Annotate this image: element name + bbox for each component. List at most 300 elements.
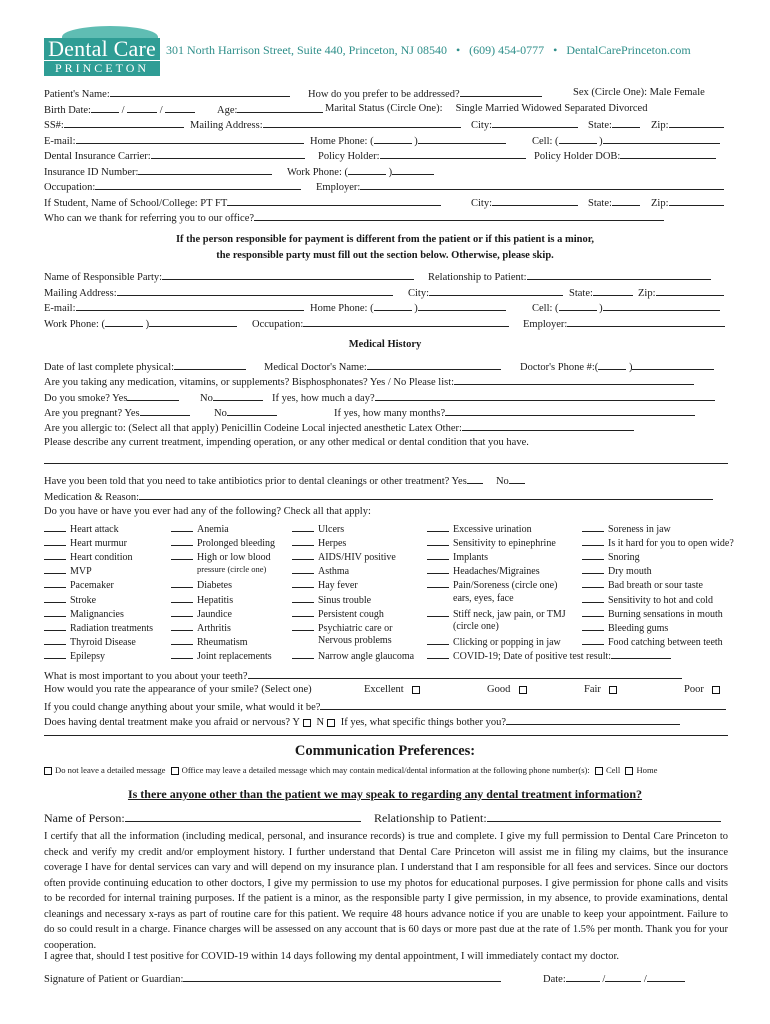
patient-name-field[interactable] [44, 87, 290, 100]
poor-checkbox[interactable] [712, 686, 720, 694]
condition-label: Hepatitis [197, 594, 234, 606]
condition-item[interactable] [427, 522, 532, 535]
condition-check-line[interactable] [582, 593, 604, 603]
condition-check-line[interactable] [292, 593, 314, 603]
label: Zip: [651, 198, 669, 209]
condition-check-line[interactable] [427, 635, 449, 645]
label: What is most important to you about your teeth? [44, 671, 248, 682]
condition-item[interactable] [582, 593, 713, 606]
conditions-prompt: Do you have or have you ever had any of the following? Check all that apply: [44, 506, 371, 517]
age-field[interactable] [217, 103, 323, 116]
condition-item[interactable] [171, 621, 231, 634]
logo-subtitle: PRINCETON [44, 61, 160, 76]
condition-item[interactable] [582, 578, 703, 591]
doctor-phone-field[interactable]: Doctor's Phone #:( ) [520, 360, 714, 373]
covid-date-line[interactable] [611, 649, 671, 659]
condition-check-line[interactable] [292, 536, 314, 546]
condition-check-line[interactable] [582, 578, 604, 588]
condition-label: ears, eyes, face [453, 592, 514, 604]
condition-item[interactable] [44, 649, 105, 662]
student-field[interactable] [44, 196, 441, 209]
condition-check-line[interactable] [292, 550, 314, 560]
medication-reason-field[interactable] [44, 490, 713, 503]
home-phone-field[interactable]: Home Phone: ( ) [310, 134, 506, 147]
address-pref-field[interactable] [308, 87, 542, 100]
condition-check-line[interactable] [44, 635, 66, 645]
logo-title: Dental Care [44, 38, 160, 60]
condition-label: Soreness in jaw [608, 524, 671, 535]
label: Home Phone: ( [310, 303, 374, 314]
last-physical-field[interactable] [44, 360, 246, 373]
condition-item[interactable] [44, 607, 124, 620]
label: Cell: ( [532, 136, 559, 147]
condition-check-line[interactable] [292, 564, 314, 574]
section-divider [44, 735, 728, 736]
condition-label: Jaundice [197, 608, 232, 620]
condition-label: Sensitivity to hot and cold [608, 594, 713, 606]
smoke-amount-field[interactable] [272, 391, 715, 404]
condition-label: MVP [70, 566, 92, 578]
communication-title: Communication Preferences: [294, 743, 476, 759]
allergies-field[interactable] [44, 421, 634, 434]
condition-check-line[interactable] [44, 578, 66, 588]
label: If Student, Name of School/College: PT FT [44, 198, 228, 209]
condition-check-line[interactable] [171, 649, 193, 659]
condition-item[interactable] [582, 621, 668, 634]
condition-item[interactable] [171, 593, 233, 606]
label: Work Phone: ( [44, 319, 105, 330]
responsible-home-phone-field[interactable]: Home Phone: ( ) [310, 301, 506, 314]
condition-label: Diabetes [197, 580, 232, 592]
smoke-no-field[interactable] [200, 391, 263, 404]
date-field[interactable]: Date: / / [543, 972, 685, 985]
email-field[interactable] [44, 134, 304, 147]
responsible-cell-field[interactable]: Cell: ( ) [532, 301, 720, 314]
condition-label: Bleeding gums [608, 622, 669, 634]
condition-label: Pain/Soreness (circle one) [453, 580, 558, 592]
condition-check-line[interactable] [171, 593, 193, 603]
condition-label: Herpes [318, 538, 347, 550]
condition-check-line[interactable] [582, 522, 604, 532]
condition-label: Heart attack [70, 524, 119, 535]
rate-excellent[interactable] [364, 684, 423, 695]
label: No [495, 476, 509, 487]
label: Medication & Reason: [44, 492, 140, 503]
separator: • [553, 43, 558, 57]
label: Zip: [651, 120, 669, 131]
smoke-field[interactable] [44, 391, 179, 404]
condition-label: High or low blood [197, 552, 271, 564]
condition-item[interactable] [292, 536, 346, 549]
condition-label: Implants [453, 552, 488, 564]
condition-label: Arthritis [197, 622, 231, 634]
student-city-field[interactable] [471, 196, 578, 209]
label: Birth Date: [44, 105, 91, 116]
condition-check-line[interactable] [427, 522, 449, 532]
label: Excellent [364, 684, 404, 695]
condition-check-line[interactable] [582, 635, 604, 645]
condition-check-line[interactable] [582, 607, 604, 617]
responsible-email-field[interactable] [44, 301, 304, 314]
label: Date: [543, 974, 566, 985]
condition-check-line[interactable] [427, 536, 449, 546]
label: Name of Responsible Party: [44, 272, 163, 283]
label: Policy Holder DOB: [534, 151, 621, 162]
birth-date-field[interactable]: Birth Date: / / [44, 103, 195, 116]
condition-check-line[interactable] [292, 649, 314, 659]
condition-label: Persistent cough [318, 608, 384, 620]
condition-item[interactable] [292, 593, 371, 606]
condition-item[interactable] [171, 522, 229, 535]
responsible-work-phone-field[interactable]: Work Phone: ( ) [44, 317, 237, 330]
ssn-field[interactable] [44, 118, 184, 131]
label: City: [408, 288, 430, 299]
label: Marital Status (Circle One): [325, 103, 443, 114]
label: Good [487, 684, 511, 695]
condition-check-line[interactable] [44, 522, 66, 532]
condition-item[interactable] [171, 578, 232, 591]
condition-check-line[interactable] [582, 550, 604, 560]
condition-check-line[interactable] [292, 607, 314, 617]
good-checkbox[interactable] [519, 686, 527, 694]
condition-item[interactable] [582, 564, 652, 577]
responsible-name-field[interactable] [44, 270, 414, 283]
condition-item[interactable] [171, 536, 275, 549]
important-field[interactable] [44, 669, 682, 682]
condition-check-line[interactable] [582, 621, 604, 631]
medication-field[interactable] [44, 375, 694, 388]
condition-check-line[interactable] [427, 607, 449, 617]
rate-good[interactable] [487, 684, 530, 695]
afraid-field[interactable] [44, 715, 680, 728]
label: Relationship to Patient: [374, 811, 487, 825]
doctor-name-field[interactable] [264, 360, 501, 373]
label: Are you pregnant? Yes [44, 408, 140, 419]
condition-label: Nervous problems [318, 634, 392, 646]
condition-item[interactable] [292, 564, 349, 577]
responsible-state-field[interactable] [569, 286, 633, 299]
condition-item[interactable] [44, 536, 127, 549]
condition-check-line[interactable] [171, 522, 193, 532]
condition-item[interactable] [171, 607, 232, 620]
employer-field[interactable] [316, 180, 724, 193]
policy-holder-field[interactable] [318, 149, 526, 162]
condition-check-line[interactable] [427, 550, 449, 560]
condition-item[interactable] [427, 550, 488, 563]
condition-label: COVID-19; Date of positive test result: [453, 650, 612, 662]
separator: • [455, 43, 461, 57]
condition-label: Stroke [70, 594, 97, 606]
condition-item[interactable] [427, 536, 556, 549]
rate-label: How would you rate the appearance of your smile? (Select one) [44, 684, 312, 695]
student-zip-field[interactable] [651, 196, 724, 209]
condition-item[interactable] [427, 607, 566, 620]
signature-field[interactable] [44, 972, 501, 985]
label: State: [588, 198, 612, 209]
label: Do you smoke? Yes [44, 393, 128, 404]
condition-check-line[interactable] [44, 621, 66, 631]
label: E-mail: [44, 136, 76, 147]
mailing-field[interactable] [190, 118, 461, 131]
label: State: [569, 288, 593, 299]
condition-label: Headaches/Migraines [453, 566, 540, 578]
condition-check-line[interactable] [44, 550, 66, 560]
describe-input-line[interactable] [44, 452, 728, 464]
label: Home Phone: ( [310, 136, 374, 147]
label: City: [471, 120, 493, 131]
office-address: 301 North Harrison Street, Suite 440, Princeton, NJ 08540 [166, 43, 447, 57]
city-field[interactable] [471, 118, 578, 131]
pregnant-field[interactable] [44, 406, 190, 419]
label: State: [588, 120, 612, 131]
label: Cell: ( [532, 303, 559, 314]
condition-item[interactable] [427, 564, 540, 577]
label: If you could change anything about your smile, what would it be? [44, 702, 321, 713]
label: Employer: [523, 319, 568, 330]
responsible-zip-field[interactable] [638, 286, 724, 299]
condition-item[interactable] [44, 522, 119, 535]
insurance-field[interactable] [44, 149, 305, 162]
responsible-mailing-field[interactable] [44, 286, 393, 299]
condition-check-line[interactable] [292, 621, 314, 631]
condition-check-line[interactable] [44, 649, 66, 659]
responsible-relationship-field[interactable] [428, 270, 711, 283]
condition-label: Epilepsy [70, 650, 105, 662]
condition-check-line[interactable] [171, 536, 193, 546]
label: How do you prefer to be addressed? [308, 89, 460, 100]
insurance-id-field[interactable] [44, 165, 272, 178]
rate-fair[interactable] [584, 684, 620, 695]
label: Fair [584, 684, 601, 695]
logo [44, 24, 160, 74]
condition-item[interactable] [44, 635, 136, 648]
label: Insurance ID Number: [44, 167, 139, 178]
condition-check-line[interactable] [582, 536, 604, 546]
label: Relationship to Patient: [428, 272, 527, 283]
condition-check-line[interactable] [171, 607, 193, 617]
home-checkbox[interactable] [625, 767, 633, 775]
header-contact [166, 43, 691, 58]
describe-label: Please describe any current treatment, impending operation, or any other medical or dental condition that you have. [44, 437, 529, 448]
label: Who can we thank for referring you to our office? [44, 213, 255, 224]
policy-dob-field[interactable] [534, 149, 716, 162]
condition-item[interactable] [292, 578, 358, 591]
label: Doctor's Phone #:( [520, 362, 599, 373]
label: No [200, 393, 213, 404]
responsible-notice-2: the responsible party must fill out the section below. Otherwise, please skip. [216, 250, 554, 261]
condition-item[interactable] [582, 550, 640, 563]
condition-label: Malignancies [70, 608, 124, 620]
change-field[interactable] [44, 700, 726, 713]
condition-label: (circle one) [453, 620, 499, 632]
condition-item[interactable] [44, 550, 132, 563]
afraid-no-checkbox[interactable] [327, 719, 335, 727]
condition-label: Narrow angle glaucoma [318, 650, 415, 662]
office-website[interactable]: DentalCarePrinceton.com [566, 43, 691, 57]
condition-item[interactable] [292, 522, 344, 535]
label: Mailing Address: [190, 120, 263, 131]
condition-label: Prolonged bleeding [197, 538, 276, 550]
condition-label: pressure (circle one) [197, 564, 267, 575]
condition-item[interactable] [582, 522, 671, 535]
fair-checkbox[interactable] [609, 686, 617, 694]
marital-options: Single Married Widowed Separated Divorced [455, 103, 648, 114]
covid-statement: I agree that, should I test positive for COVID-19 within 14 days following my dental appointment, I will immediately contact my doctor. [44, 951, 620, 962]
condition-check-line[interactable] [427, 564, 449, 574]
condition-item[interactable] [582, 536, 734, 549]
condition-check-line[interactable] [44, 536, 66, 546]
condition-label: Food catching between teeth [608, 636, 723, 648]
state-field[interactable] [588, 118, 640, 131]
label: Are you allergic to: (Select all that apply) Penicillin Codeine Local injected anesthetic Latex Other: [44, 423, 462, 434]
label: SS#: [44, 120, 64, 131]
condition-item[interactable] [171, 550, 271, 563]
consent-paragraph: I certify that all the information (including medical, personal, and insurance records) is true and complete. I give my full permission to Dental Care Princeton to check and verify my credit and/or employment history. I further understand that Dental Care Princeton will assist me in filing my claims, but the insurance coverage I have for dental services can vary and will depend on my insurance plan. I understand that I am responsible for all fees and services. Since our doctors often provide continuing education to other doctors, I give my permission to use my photos for educational purposes. I give permission for phone calls and visits to be recorded for internal training purposes. If the patient is a minor, as the responsible party I give permission, in my absence, to provide examinations, dental cleanings and necessary x-rays as part of routine care for this patient. We require 48 hours advance notice if you are unable to keep your appointment. Failure to do so could result in a charge. Finance charges will be assessed on any account that is 60 days or more past due at the rate of 1.5% per month. Thank you for your cooperation. [44, 831, 728, 951]
condition-label: Sensitivity to epinephrine [453, 538, 556, 550]
condition-label: Sinus trouble [318, 594, 372, 606]
office-message-checkbox[interactable] [171, 767, 179, 775]
excellent-checkbox[interactable] [412, 686, 420, 694]
label: No [214, 408, 227, 419]
label: Employer: [316, 182, 361, 193]
referral-field[interactable] [44, 211, 664, 224]
condition-item-note [171, 564, 266, 575]
label: Are you taking any medication, vitamins, or supplements? Bisphosphonates? Yes / No Please list: [44, 377, 455, 388]
label: City: [471, 198, 493, 209]
condition-item[interactable] [292, 607, 384, 620]
label: If yes, how many months? [334, 408, 446, 419]
pregnant-no-field[interactable] [214, 406, 277, 419]
label: Do not leave a detailed message [55, 765, 166, 775]
occupation-field[interactable] [44, 180, 301, 193]
label: If yes, how much a day? [272, 393, 375, 404]
cell-field[interactable]: Cell: ( ) [532, 134, 720, 147]
student-state-field[interactable] [588, 196, 640, 209]
condition-item[interactable] [427, 649, 675, 662]
label: Dental Insurance Carrier: [44, 151, 151, 162]
condition-label: Heart murmur [70, 538, 127, 550]
work-phone-field[interactable]: Work Phone: ( ) [287, 165, 434, 178]
person-name-field[interactable] [44, 810, 361, 826]
no-message-checkbox[interactable] [44, 767, 52, 775]
condition-item[interactable] [292, 621, 392, 634]
zip-field[interactable] [651, 118, 724, 131]
condition-item[interactable] [44, 621, 153, 634]
cell-checkbox[interactable] [595, 767, 603, 775]
condition-label: Dry mouth [608, 566, 652, 578]
condition-item[interactable] [582, 607, 723, 620]
condition-label: Rheumatism [197, 636, 248, 648]
label: Cell [605, 765, 621, 775]
condition-check-line[interactable] [427, 578, 449, 588]
afraid-yes-checkbox[interactable] [303, 719, 311, 727]
condition-label: Stiff neck, jaw pain, or TMJ [453, 608, 566, 620]
condition-label: Ulcers [318, 524, 345, 535]
label: N [316, 717, 325, 728]
responsible-employer-field[interactable] [523, 317, 725, 330]
label: E-mail: [44, 303, 76, 314]
condition-item-note [427, 593, 514, 604]
condition-item[interactable] [44, 593, 96, 606]
condition-item-note [427, 621, 499, 632]
condition-check-line[interactable] [427, 649, 449, 659]
responsible-city-field[interactable] [408, 286, 563, 299]
condition-label: Is it hard for you to open wide? [608, 538, 734, 550]
responsible-notice-1: If the person responsible for payment is different from the patient or if this patient is a minor, [175, 234, 595, 245]
condition-item[interactable] [171, 649, 272, 662]
condition-item[interactable] [292, 550, 396, 563]
condition-check-line[interactable] [171, 621, 193, 631]
medical-history-title: Medical History [348, 339, 422, 350]
condition-label: Psychiatric care or [318, 622, 393, 634]
condition-check-line[interactable] [292, 522, 314, 532]
condition-item[interactable] [44, 564, 92, 577]
label: Have you been told that you need to take antibiotics prior to dental cleanings or other treatment? Yes [44, 476, 467, 487]
condition-label: Radiation treatments [70, 622, 154, 634]
condition-check-line[interactable] [171, 550, 193, 560]
pregnant-months-field[interactable] [334, 406, 695, 419]
condition-item[interactable] [44, 578, 114, 591]
condition-label: Hay fever [318, 580, 358, 592]
condition-check-line[interactable] [292, 578, 314, 588]
condition-label: Heart condition [70, 552, 133, 564]
label: Poor [684, 684, 704, 695]
antibiotics-field[interactable] [44, 474, 525, 487]
label: Age: [217, 105, 238, 116]
condition-check-line[interactable] [171, 635, 193, 645]
condition-label: Pacemaker [70, 580, 114, 592]
condition-label: Thyroid Disease [70, 636, 136, 648]
condition-check-line[interactable] [44, 607, 66, 617]
condition-label: Joint replacements [197, 650, 272, 662]
marital-field[interactable] [325, 103, 647, 114]
label: Work Phone: ( [287, 167, 348, 178]
condition-check-line[interactable] [44, 593, 66, 603]
person-relationship-field[interactable] [374, 810, 721, 826]
condition-item[interactable] [582, 635, 723, 648]
label: Does having dental treatment make you afraid or nervous? Y [44, 717, 300, 728]
condition-item[interactable] [427, 635, 561, 648]
condition-check-line[interactable] [582, 564, 604, 574]
label: Policy Holder: [318, 151, 380, 162]
condition-item[interactable] [171, 635, 248, 648]
communication-options [44, 765, 657, 775]
label: Date of last complete physical: [44, 362, 175, 373]
label: Name of Person: [44, 811, 125, 825]
label: Occupation: [44, 182, 96, 193]
condition-label: Snoring [608, 552, 640, 564]
condition-item-note [292, 635, 392, 646]
label: Home [636, 765, 658, 775]
sex-field[interactable]: Sex (Circle One): Male Female [573, 87, 705, 98]
condition-label: Clicking or popping in jaw [453, 636, 561, 648]
condition-check-line[interactable] [44, 564, 66, 574]
label: Office may leave a detailed message which may contain medical/dental information at the following phone number(s): [181, 765, 590, 775]
condition-check-line[interactable] [171, 578, 193, 588]
condition-item[interactable] [292, 649, 414, 662]
label: Occupation: [252, 319, 304, 330]
condition-item[interactable] [427, 578, 557, 591]
condition-label: AIDS/HIV positive [318, 552, 396, 564]
label: Zip: [638, 288, 656, 299]
other-person-question: Is there anyone other than the patient we may speak to regarding any dental treatment information? [127, 787, 643, 801]
responsible-occupation-field[interactable] [252, 317, 509, 330]
condition-label: Excessive urination [453, 524, 532, 535]
condition-label: Anemia [197, 524, 229, 535]
label: Mailing Address: [44, 288, 117, 299]
rate-poor[interactable] [684, 684, 723, 695]
label: Signature of Patient or Guardian: [44, 974, 184, 985]
